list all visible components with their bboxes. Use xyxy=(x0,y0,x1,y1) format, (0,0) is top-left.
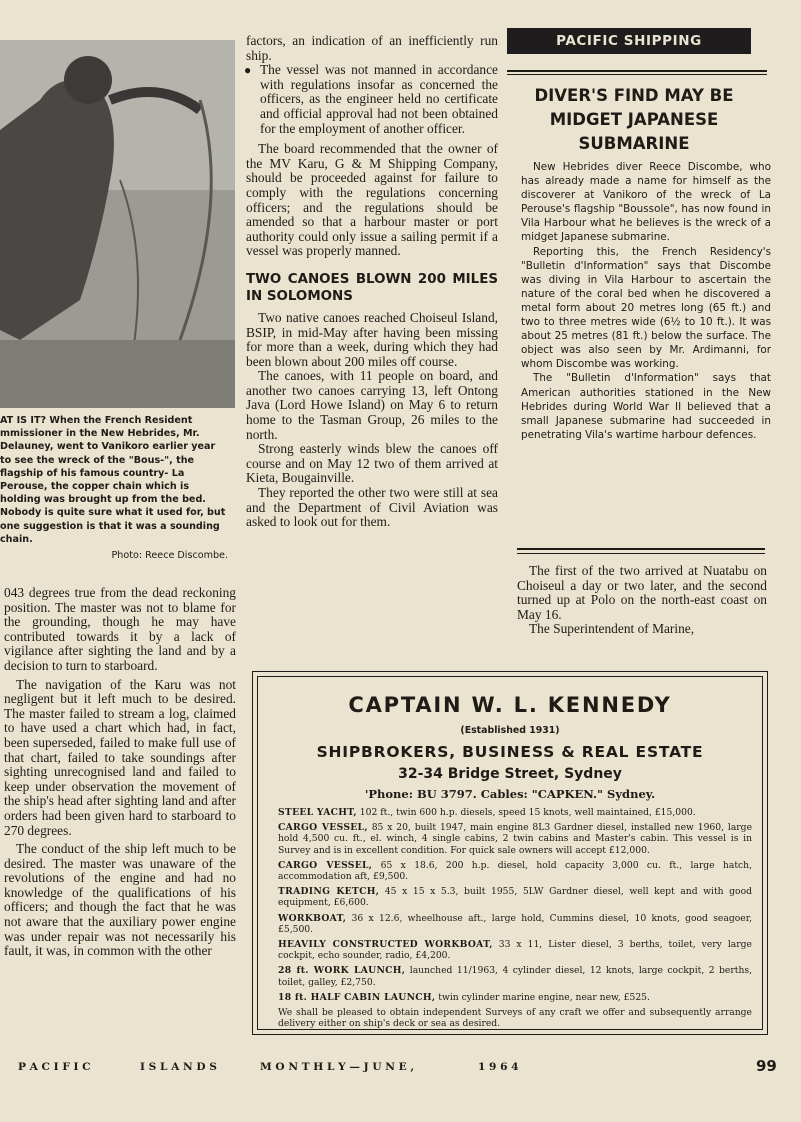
mid-paragraph: They reported the other two were still at sea and the Department of Civil Aviation was asked to look out for them. xyxy=(246,485,498,530)
listing-text: We shall be pleased to obtain independent Surveys of any craft we offer and subsequently arrange delivery either on ship's deck or sea as desired. xyxy=(278,1007,752,1030)
canoes-headline: TWO CANOES BLOWN 200 MILES IN SOLOMONS xyxy=(246,271,498,304)
divider xyxy=(517,553,765,554)
submarine-headline: DIVER'S FIND MAY BE MIDGET JAPANESE SUBMARINE xyxy=(534,86,734,153)
photo-credit: Photo: Reece Discombe. xyxy=(111,550,228,562)
ad-listing xyxy=(278,807,752,818)
right-cont-paragraph: The first of the two arrived at Nuatabu on Choiseul a day or two later, and the second turned up at Polo on the north-east coast on May 16. xyxy=(517,563,767,622)
mid-paragraph: The canoes, with 11 people on board, and another two canoes carrying 13, left Ontong Java (Lord Howe Island) on May 6 to return home to the Tasman Group, 26 miles to the north. xyxy=(246,368,498,442)
right-paragraph: Reporting this, the French Residency's "Bulletin d'Information" says that Discombe was diving in Vila Harbour to ascertain the nature of the coral bed when he discovered a metal form about 20 metres long (65 ft.) and two to three metres wide (6½ to 10 ft.). It was about 25 metres (81 ft.) below the surface. The object was also seen by Mr. Ardimanni, for whom Discombe was working. xyxy=(521,245,771,371)
middle-column xyxy=(246,34,498,530)
listing-text: twin cylinder marine engine, near new, £525. xyxy=(438,991,650,1003)
listing-name: STEEL YACHT, xyxy=(278,807,357,818)
ad-title: CAPTAIN W. L. KENNEDY xyxy=(348,693,672,717)
ad-listing xyxy=(278,822,752,856)
listing-name: CARGO VESSEL, xyxy=(278,822,368,834)
ad-listing xyxy=(278,939,752,961)
footer-year: 1 9 6 4 xyxy=(478,1061,519,1073)
listing-name: HEAVILY CONSTRUCTED WORKBOAT, xyxy=(278,939,493,951)
left-paragraph: The conduct of the ship left much to be desired. The master was unaware of the revolutions of the engine and had no knowledge of the qualifications of his officers; and though the fact that he was not aware that the auxiliary power engine was under repair was not necessarily his fault, it was, in common with the other xyxy=(4,841,236,959)
caption-text: AT IS IT? When the French Resident mmissioner in the New Hebrides, Mr. Delauney, went to Vanikoro earlier year to see the wreck of the "Bous-", the flagship of his famous country- La Perouse, the copper chain which is holding was brought up from the bed. Nobody is quite sure what it used for, but one suggestion is that it was a sounding chain. xyxy=(0,415,226,545)
ad-established: (Established 1931) xyxy=(460,725,560,736)
listing-name: 28 ft. WORK LAUNCH, xyxy=(278,965,406,977)
page-number: 99 xyxy=(756,1057,777,1075)
bullet-text: The vessel was not manned in accordance with regulations insofar as concerned the officers, as the engineer held no certificate and official approval had not been obtained for the employment of another officer. xyxy=(260,62,498,136)
left-paragraph: The navigation of the Karu was not negligent but it left much to be desired. The master failed to stream a log, claimed to have used a chart which had, in fact, been superseded, failed to make full use of that chart, failed to take soundings after sighting unrecognised land and failed to keep under observation the movement of the ship's head after sighting land and after orders had been given hard to starboard to 270 degrees. xyxy=(4,676,236,838)
listing-name: CARGO VESSEL, xyxy=(278,859,373,871)
section-header: PACIFIC SHIPPING xyxy=(507,28,751,54)
mid-continuation: factors, an indication of an inefficiently run ship. xyxy=(246,33,498,63)
mid-paragraph: Two native canoes reached Choiseul Island, BSIP, in mid-May after having been missing for more than a week, during which they had been blown about 200 miles off course. xyxy=(246,309,498,369)
right-cont-paragraph: The Superintendent of Marine, xyxy=(529,621,695,637)
listing-text: launched 11/1963, 4 cylinder diesel, 12 knots, large cockpit, 2 berths, toilet, galley, £2,750. xyxy=(278,965,752,988)
divider xyxy=(507,70,767,72)
listing-text: 102 ft., twin 600 h.p. diesels, speed 15 knots, well maintained, £15,000. xyxy=(359,807,696,818)
ad-listings xyxy=(278,807,752,1033)
divider xyxy=(507,74,767,75)
kennedy-advertisement xyxy=(252,671,768,1035)
listing-text: 65 x 18.6, 200 h.p. diesel, hold capacity 3,000 cu. ft., large hatch, accommodation aft, £9,500. xyxy=(278,859,753,883)
listing-text: 36 x 12.6, wheelhouse aft., large hold, Cummins diesel, 10 knots, good seagoer, £5,500. xyxy=(278,912,752,935)
listing-name: WORKBOAT, xyxy=(278,912,347,924)
ad-phone: 'Phone: BU 3797. Cables: "CAPKEN." Sydney. xyxy=(364,787,656,801)
listing-name: 18 ft. HALF CABIN LAUNCH, xyxy=(278,991,436,1003)
mid-paragraph: The board recommended that the owner of the MV Karu, G & M Shipping Company, should be proceeded against for failure to comply with the regulations concerning officers; and the regulations should be amended so that a harbour master or port authority could only issue a sailing permit if a vessel was properly manned. xyxy=(246,141,498,259)
listing-text: 33 x 11, Lister diesel, 3 berths, toilet, very large cockpit, echo sounder, radio, £4,200. xyxy=(278,939,752,962)
photo-chain xyxy=(0,40,235,408)
ad-listing xyxy=(278,913,752,935)
ad-listing xyxy=(278,992,752,1003)
right-continuation xyxy=(517,564,767,637)
ad-inner-border xyxy=(257,676,763,1030)
bullet-icon: ● xyxy=(244,63,252,78)
ad-closing xyxy=(278,1007,752,1029)
footer-islands: I S L A N D S xyxy=(140,1061,217,1073)
footer-monthly: M O N T H L Y — J U N E , xyxy=(260,1061,415,1073)
listing-text: 45 x 15 x 5.3, built 1955, 5LW Gardner diesel, well kept and with good equipment, £6,600. xyxy=(278,886,752,909)
right-paragraph: New Hebrides diver Reece Discombe, who has already made a name for himself as the discoverer at Vanikoro of the wreck of La Perouse's flagship "Boussole", has now found in Vila Harbour what he believes is the wreck of a midget Japanese submarine. xyxy=(521,161,771,244)
mid-paragraph: Strong easterly winds blew the canoes off course and on May 12 two of them arrived at Kieta, Bougainville. xyxy=(246,441,498,486)
left-column-body xyxy=(4,586,236,959)
bullet-item xyxy=(246,63,498,136)
divider xyxy=(517,548,765,550)
photo-caption xyxy=(0,414,228,562)
right-paragraph: The "Bulletin d'Information" says that American authorities stationed in the New Hebrides during World War II believed that a small Japanese submarine had succeeded in penetrating Vila's wartime harbour defences. xyxy=(521,372,771,441)
ad-listing xyxy=(278,860,752,882)
ad-address: 32-34 Bridge Street, Sydney xyxy=(398,766,622,782)
listing-name: TRADING KETCH, xyxy=(278,886,380,898)
right-column-body xyxy=(521,160,771,442)
ad-listing xyxy=(278,886,752,908)
ad-listing xyxy=(278,965,752,987)
photo-illustration xyxy=(0,40,235,408)
ad-subtitle: SHIPBROKERS, BUSINESS & REAL ESTATE xyxy=(316,743,704,761)
listing-text: 85 x 20, built 1947, main engine 8L3 Gardner diesel, installed new 1960, large hold 4,500 cu. ft., el. winch, 4 single cabins, 2 twin cabins and Master's cabin. This vessel is in Survey and is in excellent condition. For quick sale owners will accept £12,000. xyxy=(278,822,753,856)
footer-pacific: P A C I F I C xyxy=(18,1061,91,1073)
left-paragraph: 043 degrees true from the dead reckoning position. The master was not to blame for the grounding, though he may have contributed towards it by a lack of vigilance after sighting the land and by a decision to turn to starboard. xyxy=(4,585,236,673)
